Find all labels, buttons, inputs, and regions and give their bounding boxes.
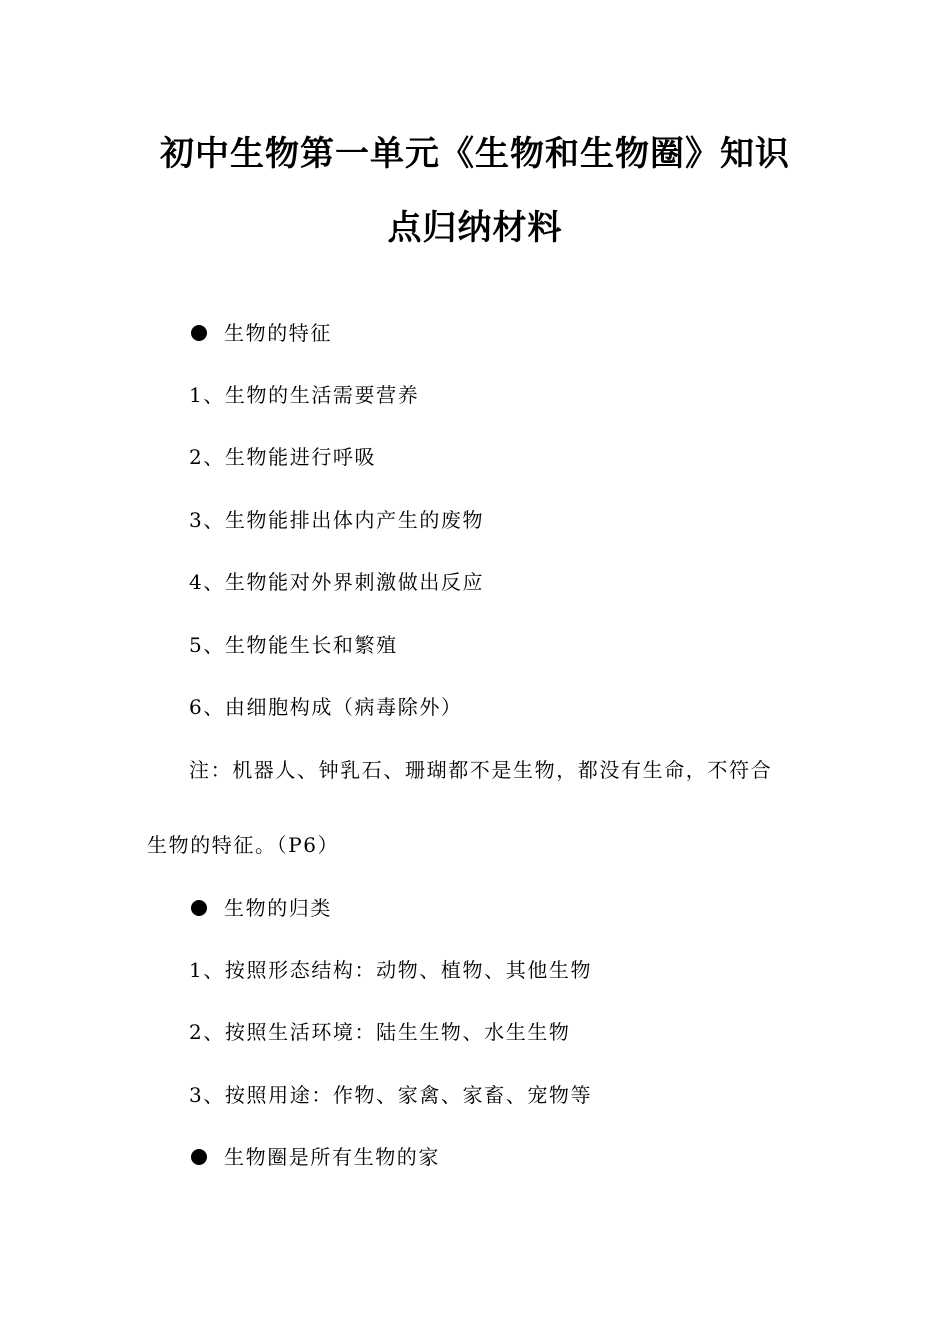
bullet-icon bbox=[191, 900, 207, 916]
bullet-icon bbox=[191, 1149, 207, 1165]
list-item: 2、按照生活环境：陆生生物、水生生物 bbox=[189, 1020, 571, 1044]
list-item: 3、生物能排出体内产生的废物 bbox=[189, 508, 485, 532]
list-item: 6、由细胞构成（病毒除外） bbox=[189, 695, 463, 719]
list-item: 5、生物能生长和繁殖 bbox=[189, 633, 398, 657]
list-item: 1、生物的生活需要营养 bbox=[189, 383, 420, 407]
bullet-icon bbox=[191, 325, 207, 341]
document-title-line-1: 初中生物第一单元《生物和生物圈》知识 bbox=[160, 134, 790, 174]
document-title-line-2: 点归纳材料 bbox=[387, 208, 563, 248]
list-item: 1、按照形态结构：动物、植物、其他生物 bbox=[189, 958, 593, 982]
note-line-2: 生物的特征。（P6） bbox=[147, 833, 340, 857]
section-heading-classification: 生物的归类 bbox=[224, 896, 332, 920]
section-heading-biosphere: 生物圈是所有生物的家 bbox=[224, 1145, 440, 1169]
list-item: 4、生物能对外界刺激做出反应 bbox=[189, 570, 485, 594]
section-heading-characteristics: 生物的特征 bbox=[224, 321, 332, 345]
list-item: 2、生物能进行呼吸 bbox=[189, 445, 377, 469]
list-item: 3、按照用途：作物、家禽、家畜、宠物等 bbox=[189, 1083, 593, 1107]
note-line-1: 注：机器人、钟乳石、珊瑚都不是生物，都没有生命，不符合 bbox=[189, 758, 773, 782]
